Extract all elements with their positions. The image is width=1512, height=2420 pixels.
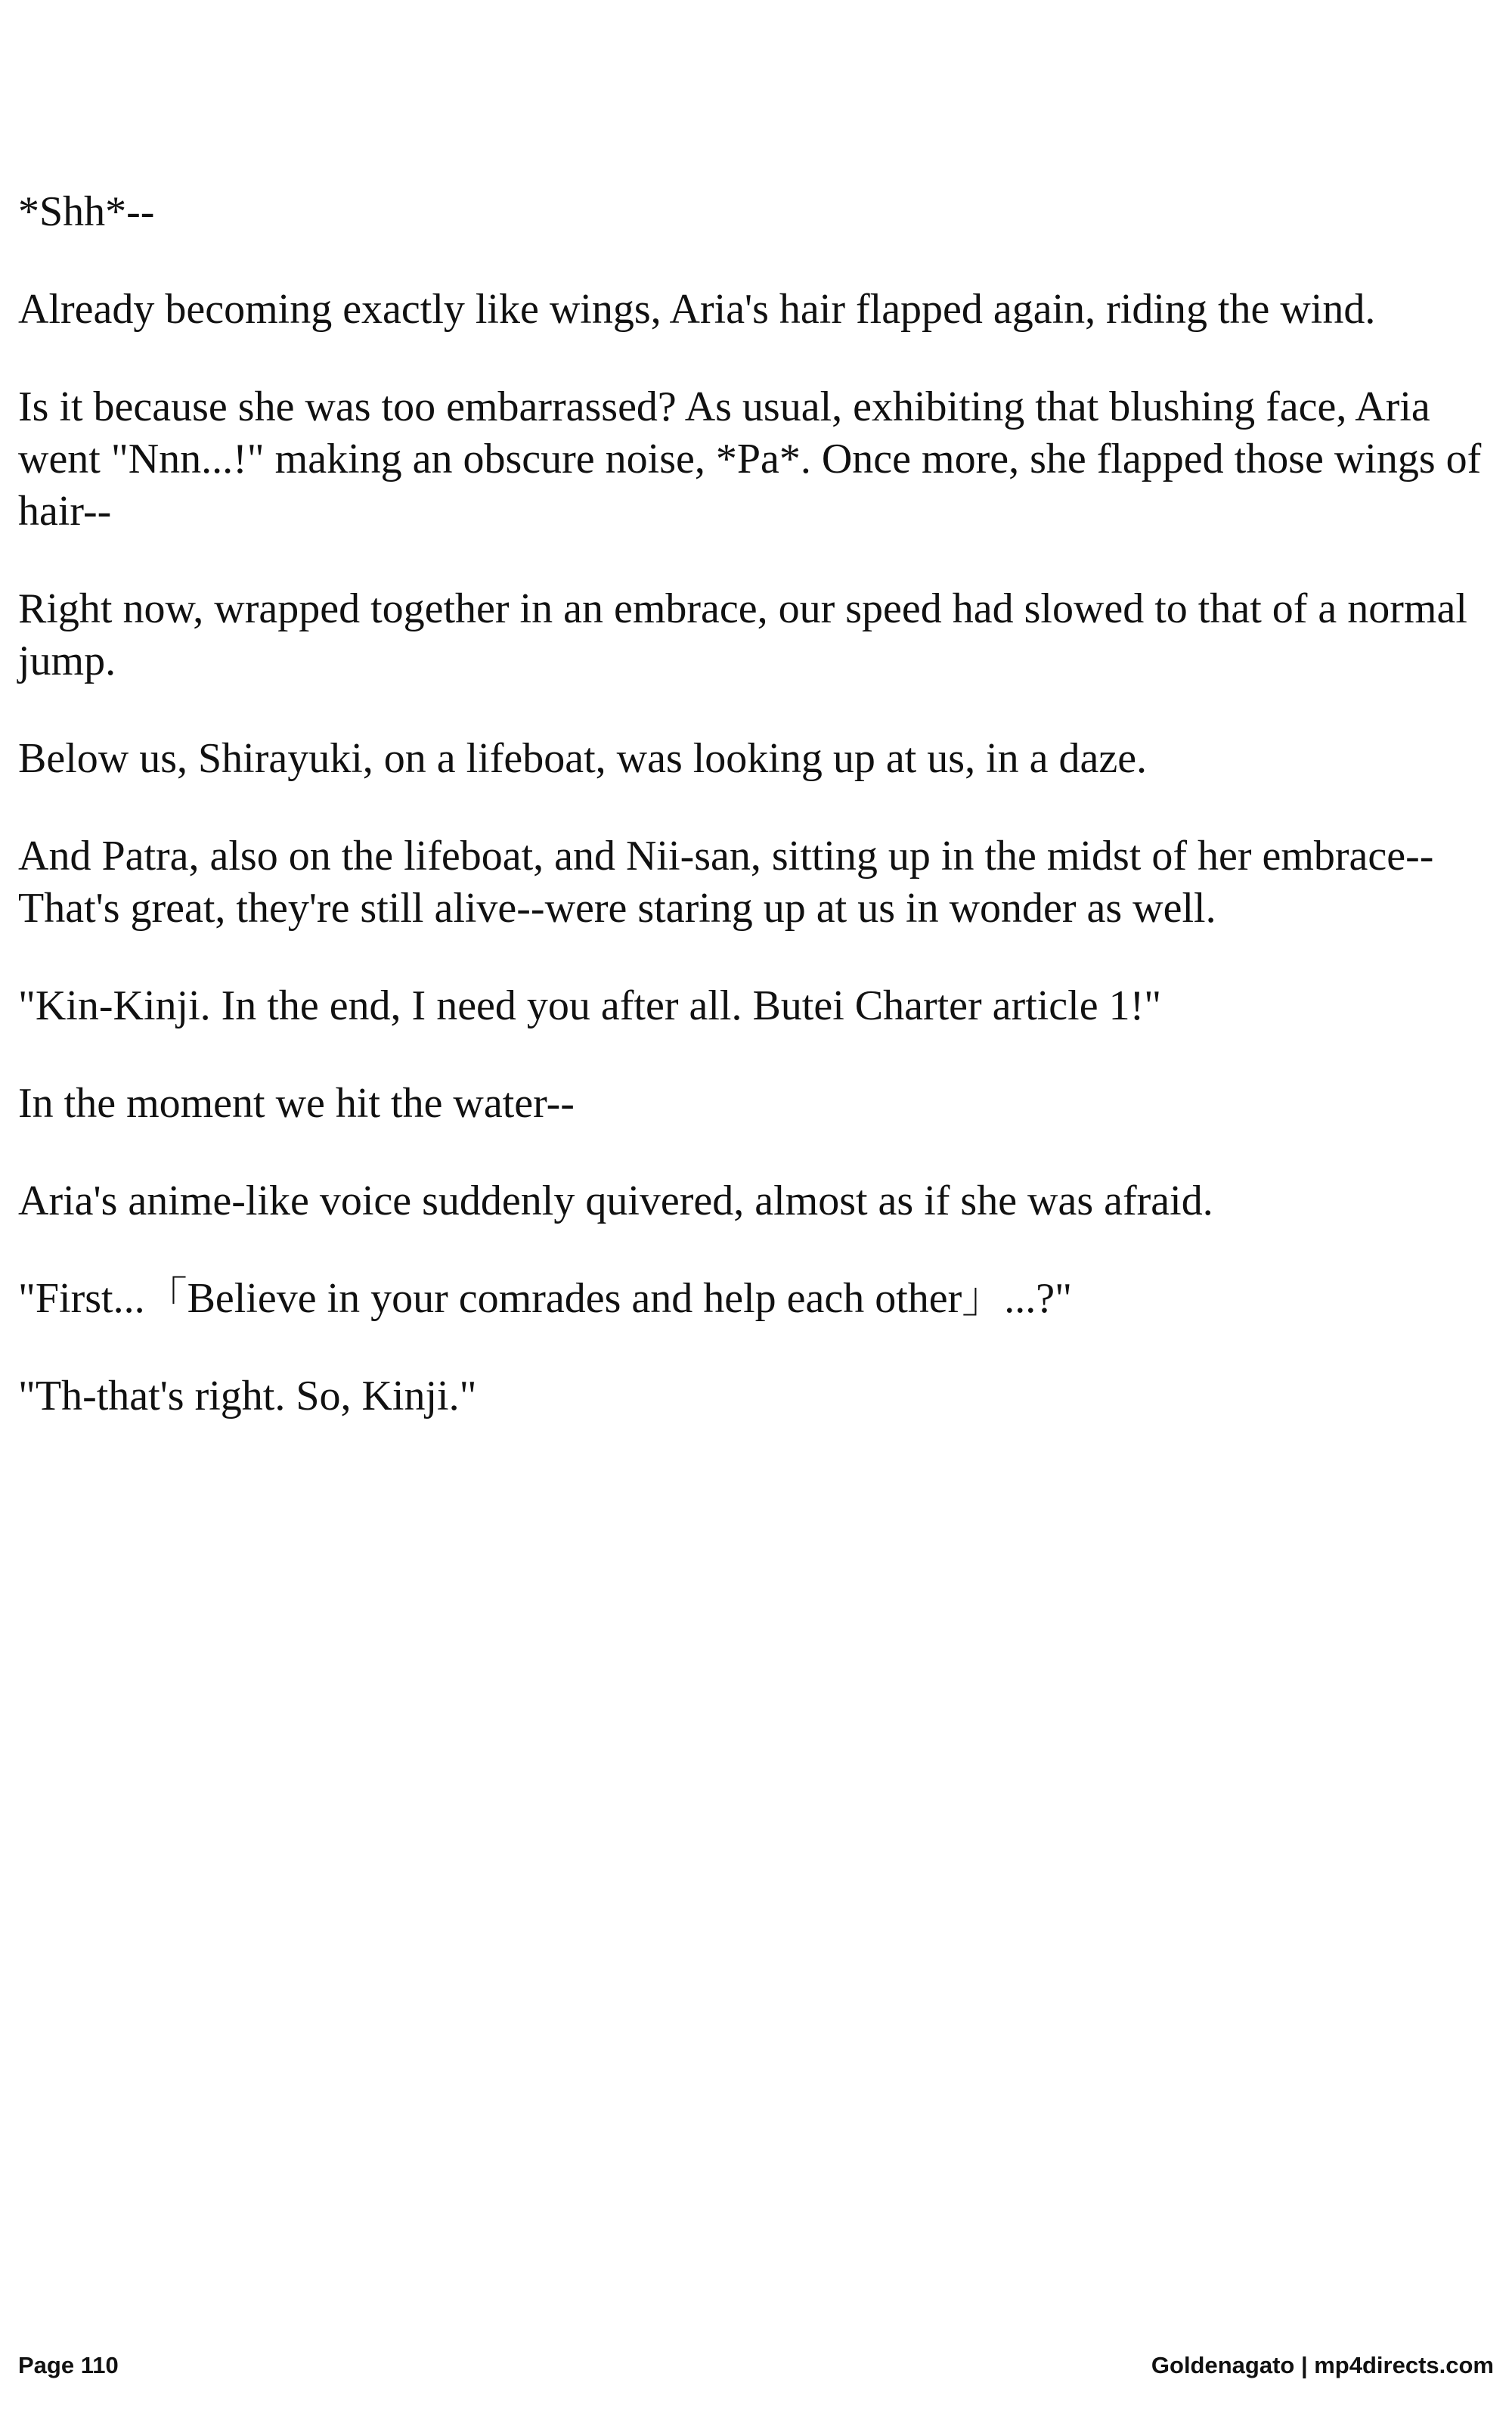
paragraph-8: In the moment we hit the water-- xyxy=(18,1080,575,1127)
paragraph-7: "Kin-Kinji. In the end, I need you after all. Butei Charter article 1!" xyxy=(18,982,1162,1029)
paragraph-2: Already becoming exactly like wings, Aria's hair flapped again, riding the wind. xyxy=(18,286,1376,333)
paragraph-4: Right now, wrapped together in an embrace, our speed had slowed to that of a normal jump. xyxy=(18,585,1467,684)
footer-credit: Goldenagato | mp4directs.com xyxy=(1151,2352,1494,2378)
paragraph-1: *Shh*-- xyxy=(18,188,155,235)
paragraph-6: And Patra, also on the lifeboat, and Nii-san, sitting up in the midst of her embrace--That's great, they're still alive--were staring up at us in wonder as well. xyxy=(18,833,1434,932)
paragraph-11: "Th-that's right. So, Kinji." xyxy=(18,1373,477,1419)
paragraph-3: Is it because she was too embarrassed? As usual, exhibiting that blushing face, Aria went "Nnn...!" making an obscure noise, *Pa*. Once more, she flapped those wings of hair-- xyxy=(18,383,1482,535)
story-text xyxy=(18,186,1504,1468)
paragraph-5: Below us, Shirayuki, on a lifeboat, was looking up at us, in a daze. xyxy=(18,735,1148,782)
paragraph-9: Aria's anime-like voice suddenly quivered, almost as if she was afraid. xyxy=(18,1177,1213,1224)
page-number: Page 110 xyxy=(18,2352,119,2378)
paragraph-10: "First...「Believe in your comrades and help each other」...?" xyxy=(18,1275,1072,1322)
